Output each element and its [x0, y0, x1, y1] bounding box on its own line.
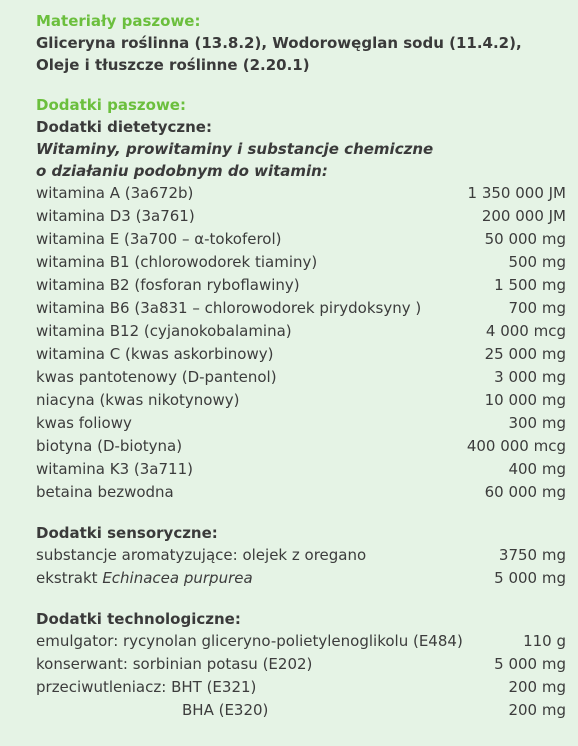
- vitamin-value: 25 000 mg: [484, 345, 566, 363]
- vitamin-value: 1 500 mg: [494, 276, 566, 294]
- vitamin-row: [36, 274, 566, 297]
- vitamin-value: 700 mg: [508, 299, 566, 317]
- sensory-additives-section: [36, 522, 566, 590]
- technological-row: [36, 699, 566, 722]
- vitamin-row: [36, 412, 566, 435]
- vitamin-label: betaina bezwodna: [36, 483, 174, 501]
- vitamin-label: witamina C (kwas askorbinowy): [36, 345, 274, 363]
- vitamin-label: niacyna (kwas nikotynowy): [36, 391, 240, 409]
- vitamin-label: witamina K3 (3a711): [36, 460, 193, 478]
- vitamin-row: [36, 389, 566, 412]
- technological-additives-section: [36, 608, 566, 722]
- sensory-row: [36, 544, 566, 567]
- sensory-additives-title: Dodatki sensoryczne:: [36, 524, 218, 542]
- vitamin-row: [36, 343, 566, 366]
- vitamin-value: 4 000 mcg: [485, 322, 566, 340]
- vitamin-row: [36, 366, 566, 389]
- vitamin-row: [36, 205, 566, 228]
- vitamin-value: 10 000 mg: [484, 391, 566, 409]
- technological-value: 200 mg: [508, 678, 566, 696]
- sensory-label-prefix: ekstrakt: [36, 569, 103, 587]
- technological-additives-title: Dodatki technologiczne:: [36, 610, 241, 628]
- vitamin-value: 300 mg: [508, 414, 566, 432]
- vitamin-row: [36, 435, 566, 458]
- technological-row: [36, 630, 566, 653]
- vitamin-row: [36, 297, 566, 320]
- vitamin-label: witamina B12 (cyjanokobalamina): [36, 322, 292, 340]
- vitamin-value: 400 000 mcg: [466, 437, 566, 455]
- vitamin-value: 50 000 mg: [484, 230, 566, 248]
- vitamin-label: kwas foliowy: [36, 414, 132, 432]
- technological-label: konserwant: sorbinian potasu (E202): [36, 655, 313, 673]
- vitamin-row: [36, 251, 566, 274]
- feed-additives-section: [36, 94, 566, 504]
- vitamin-value: 60 000 mg: [484, 483, 566, 501]
- technological-label: przeciwutleniacz: BHT (E321): [36, 678, 257, 696]
- sensory-row: [36, 567, 566, 590]
- vitamin-value: 400 mg: [508, 460, 566, 478]
- dietary-additives-title: Dodatki dietetyczne:: [36, 118, 212, 136]
- vitamin-label: witamina E (3a700 – α-tokoferol): [36, 230, 282, 248]
- vitamin-row: [36, 481, 566, 504]
- vitamin-value: 500 mg: [508, 253, 566, 271]
- technological-label: BHA (E320): [182, 701, 269, 719]
- vitamin-label: biotyna (D-biotyna): [36, 437, 183, 455]
- technological-label: emulgator: rycynolan gliceryno-polietylenoglikolu (E484): [36, 632, 463, 650]
- vitamin-label: witamina A (3a672b): [36, 184, 194, 202]
- vitamin-label: kwas pantotenowy (D-pantenol): [36, 368, 277, 386]
- vitamin-label: witamina B6 (3a831 – chlorowodorek pirydoksyny ): [36, 299, 422, 317]
- technological-row: [36, 676, 566, 699]
- vitamin-value: 1 350 000 JM: [467, 184, 566, 202]
- vitamin-value: 3 000 mg: [494, 368, 566, 386]
- feed-additives-title: Dodatki paszowe:: [36, 96, 186, 114]
- vitamins-heading-line-1: Witaminy, prowitaminy i substancje chemiczne: [36, 140, 434, 158]
- vitamin-row: [36, 182, 566, 205]
- sensory-label-italic: Echinacea purpurea: [102, 569, 253, 587]
- vitamin-row: [36, 458, 566, 481]
- vitamin-label: witamina D3 (3a761): [36, 207, 195, 225]
- technological-row: [36, 653, 566, 676]
- feed-materials-line-1: Gliceryna roślinna (13.8.2), Wodorowęglan sodu (11.4.2),: [36, 34, 522, 52]
- technological-value: 110 g: [523, 632, 566, 650]
- sensory-value: 5 000 mg: [494, 569, 566, 587]
- vitamins-heading-line-2: o działaniu podobnym do witamin:: [36, 162, 328, 180]
- vitamin-row: [36, 320, 566, 343]
- vitamin-value: 200 000 JM: [481, 207, 566, 225]
- technological-value: 5 000 mg: [494, 655, 566, 673]
- feed-materials-title: Materiały paszowe:: [36, 12, 201, 30]
- vitamin-label: witamina B1 (chlorowodorek tiaminy): [36, 253, 318, 271]
- vitamin-row: [36, 228, 566, 251]
- sensory-label: [36, 567, 494, 590]
- sensory-value: 3750 mg: [498, 546, 566, 564]
- sensory-label: substancje aromatyzujące: olejek z oregano: [36, 546, 367, 564]
- vitamin-label: witamina B2 (fosforan ryboflawiny): [36, 276, 300, 294]
- feed-materials-line-2: Oleje i tłuszcze roślinne (2.20.1): [36, 56, 310, 74]
- technological-value: 200 mg: [508, 701, 566, 719]
- feed-materials-section: [36, 10, 566, 76]
